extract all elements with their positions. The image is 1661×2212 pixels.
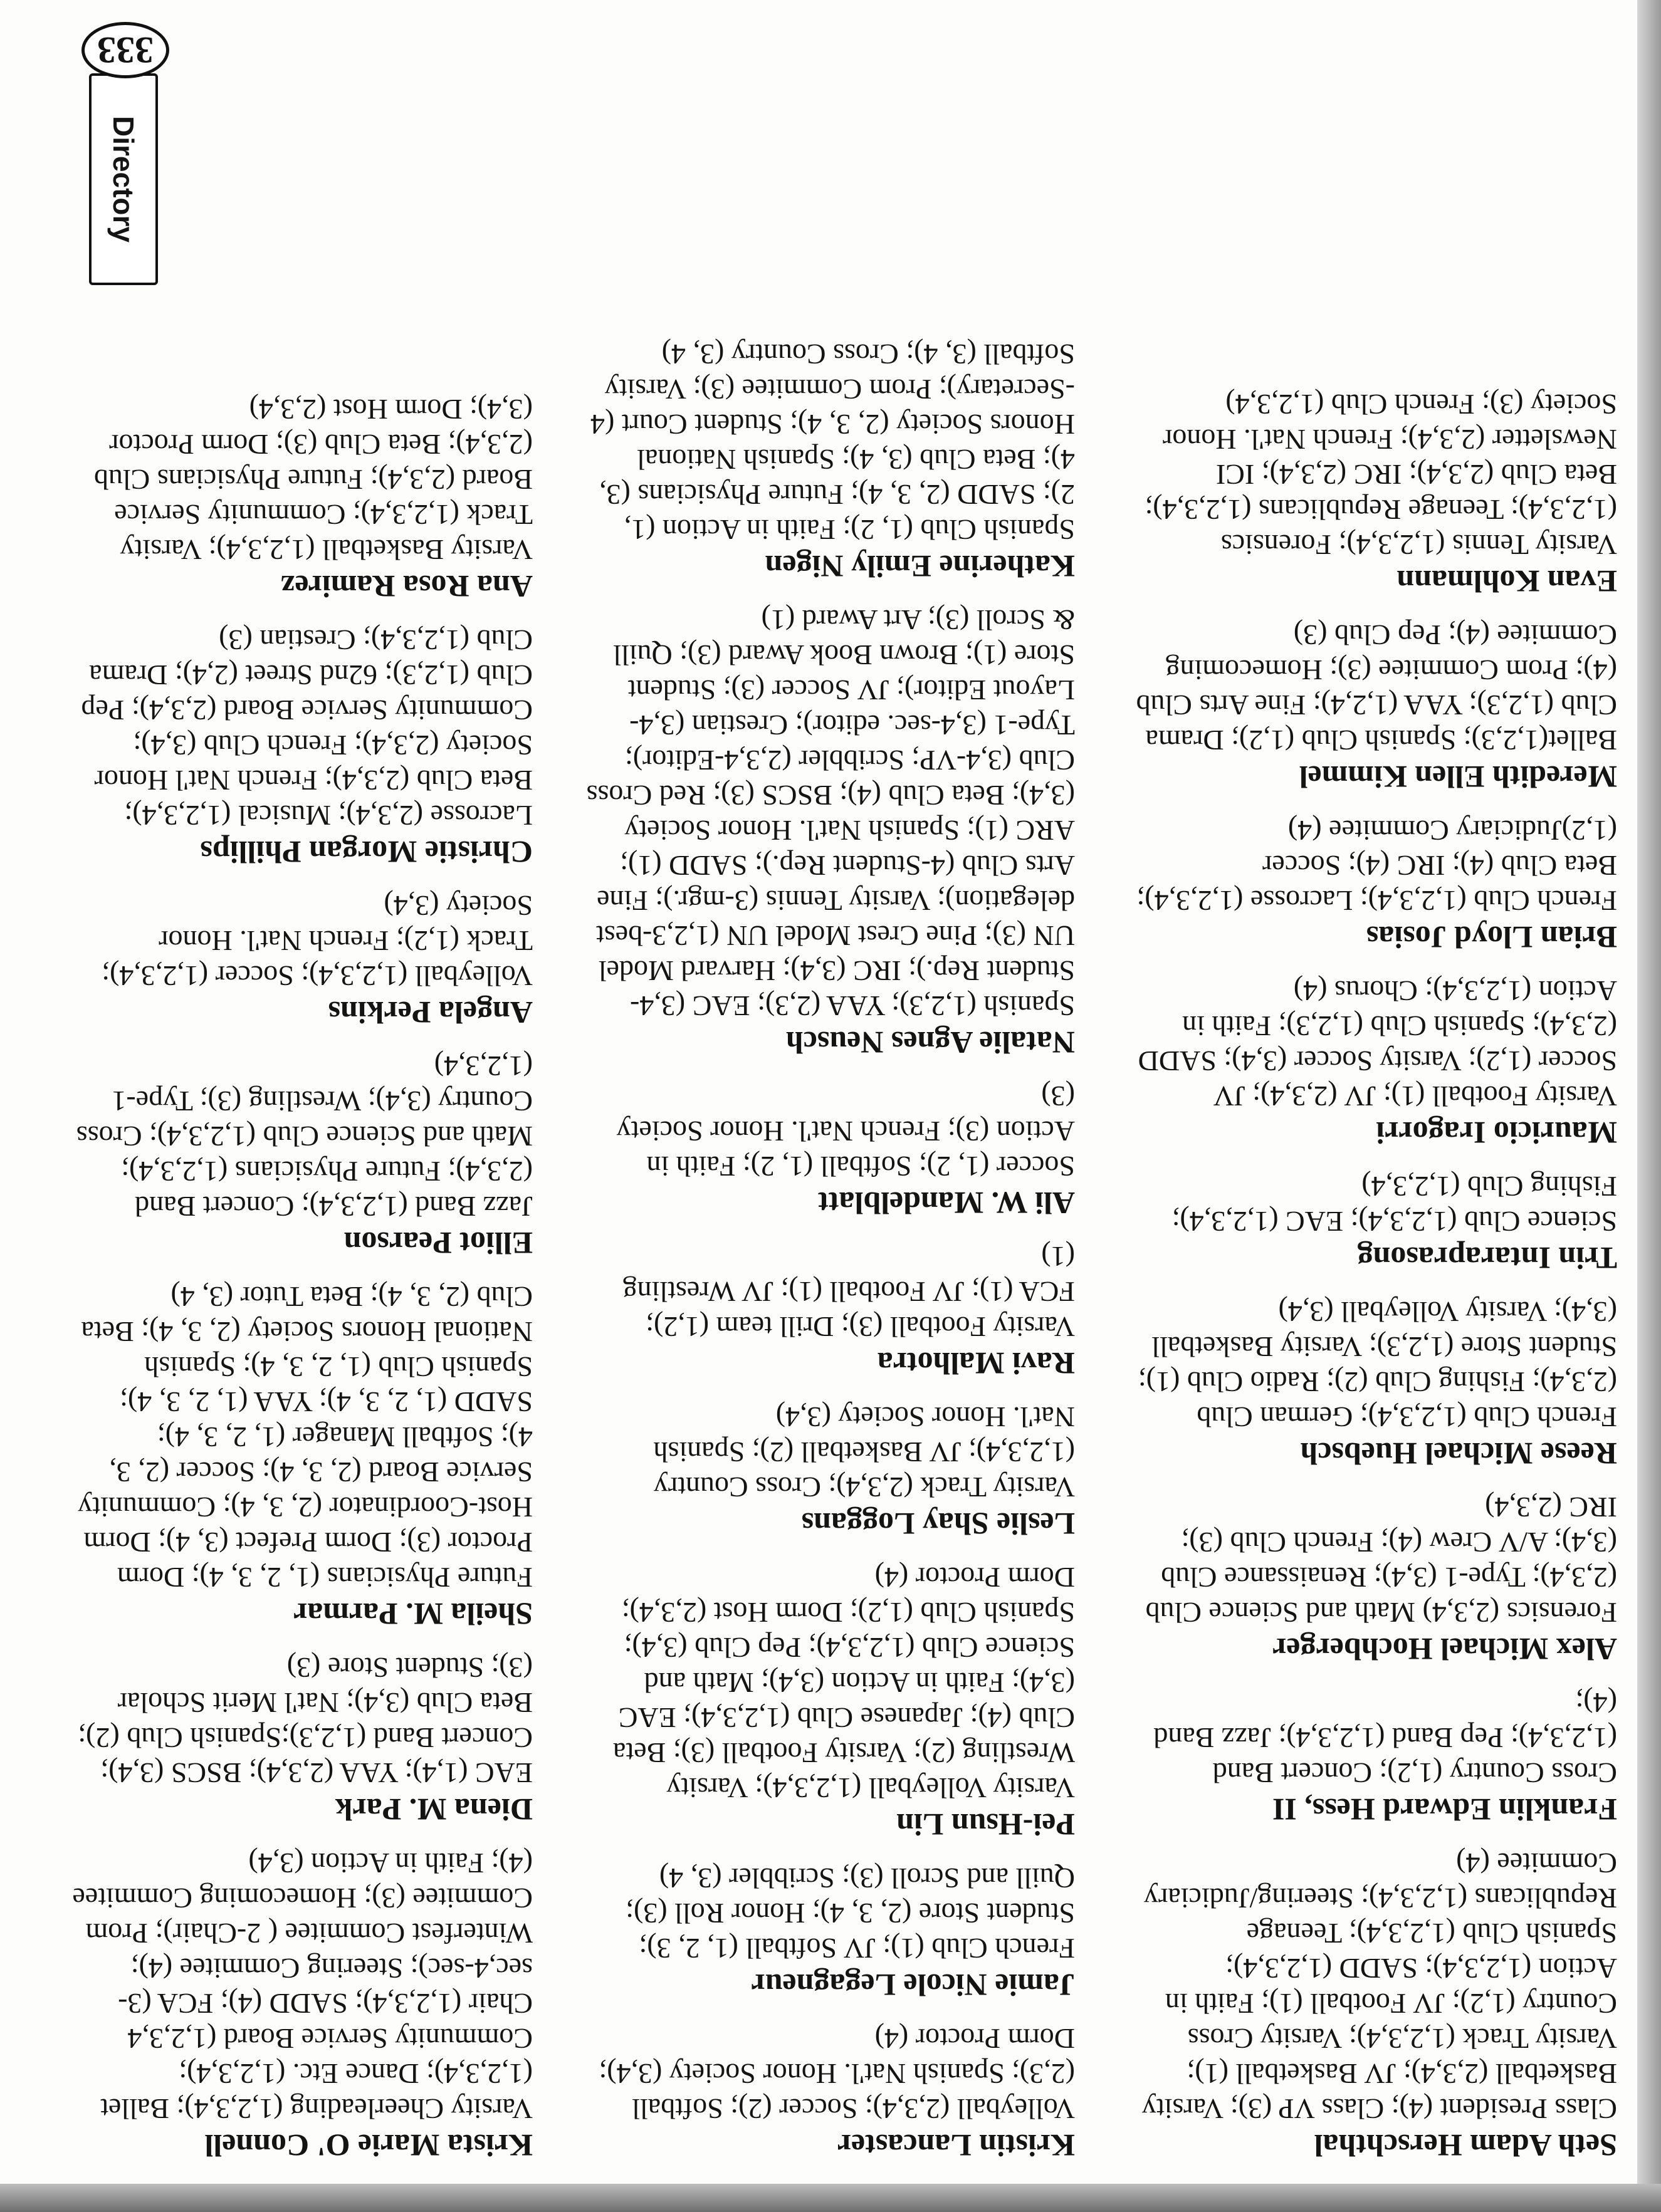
student-entry	[586, 1078, 1075, 1223]
student-entry	[1128, 1294, 1617, 1473]
student-entry	[1128, 813, 1617, 957]
student-entry	[72, 1845, 533, 2165]
student-name: Ravi Malhotra	[877, 1346, 1075, 1381]
student-activities: Cross Country (1,2); Concert Band (1,2,3,4); Pep Band (1,2,3,4); Jazz Band (4);	[1153, 1687, 1617, 1789]
student-entry	[72, 1279, 533, 1634]
directory-column-1	[1128, 34, 1617, 2165]
student-activities: Lacrosse (2,3,4); Musical (1,2,3,4); Beta Club (2,3,4); French Nat'l Honor Society (2,3,4); French Club (3,4); Community Service Board (2,3,4); Pep Club (1,2,3); 62nd Street (2,4); Drama Club (1,2,3,4); Crestian (3)	[81, 624, 533, 832]
student-activities: Spanish (1,2,3); YAA (2,3); EAC (3,4-Student Rep.); IRC (3,4); Harvard Model UN (3); Pine Crest Model UN (1,2,3-best delegation); Varsity Tennis (3-mgr.); Fine Arts Club (4-Student Rep.); SADD (1); ARC (1); Spanish Nat'l. Honor Society (3,4); Beta Club (4); BSCS (3); Red Cross Club (3,4-VP; Scribbler (2,3,4-Editor); Type-1 (3,4-sec. editor); Crestian (3,4-Layout Editor); JV Soccer (3); Student Store (1); Brown Book Award (3); Quill & Scroll (3); Art Award (1)	[586, 604, 1075, 1022]
student-entry	[586, 1560, 1075, 1844]
student-activities: Volleyball (2,3,4); Soccer (2); Softball (2,3); Spanish Nat'l. Honor Society (3,4); Dorm Proctor (4)	[599, 2023, 1075, 2125]
student-name: Evan Kohlmann	[1396, 564, 1617, 599]
student-name: Seth Adam Herschthal	[1314, 2128, 1617, 2163]
student-activities: EAC (1,4); YAA (2,3,4); BSCS (3,4); Concert Band (1,2,3);Spanish Club (2); Beta Club (3,4); Nat'l Merit Scholar (3); Student Store (3)	[78, 1652, 533, 1789]
student-name: Kristin Lancaster	[837, 2128, 1075, 2163]
student-name: Katherine Emily Nigen	[765, 549, 1075, 584]
student-entry	[72, 888, 533, 1032]
student-name: Ana Rosa Ramirez	[281, 569, 533, 604]
student-activities: Varsity Basketball (1,2,3,4); Varsity Track (1,2,3,4); Community Service Board (2,3,4); Future Physicians Club (2,3,4); Beta Club (3); Dorm Proctor (3,4); Dorm Host (2,3,4)	[93, 394, 533, 566]
student-name: Brian Lloyd Josias	[1366, 920, 1617, 955]
student-activities: Volleyball (1,2,3,4); Soccer (1,2,3,4); Track (1,2); French Nat'l. Honor Society (3,4)	[102, 890, 533, 992]
student-activities: French Club (1,2,3,4); German Club (2,3,4); Fishing Club (2); Radio Club (1); Student Store (1,2,3); Varsity Basketball (3,4); Varsity Volleyball (3,4)	[1138, 1296, 1617, 1433]
student-name: Mauricio Iragorri	[1376, 1115, 1617, 1150]
student-entry	[1128, 973, 1617, 1152]
student-name: Sheila M. Parmar	[293, 1597, 533, 1632]
student-name: Elliot Pearson	[343, 1226, 533, 1261]
student-name: Krista Marie O' Connell	[204, 2128, 533, 2163]
student-entry	[72, 622, 533, 872]
student-name: Alex Michael Hochberger	[1272, 1632, 1617, 1667]
student-name: Jamie Nicole Legagneur	[751, 1968, 1075, 2003]
student-name: Angela Perkins	[328, 995, 533, 1030]
student-entry	[1128, 1685, 1617, 1829]
directory-column-3	[72, 34, 533, 2165]
student-activities: Forensics (2,3,4) Math and Science Club (2,3,4); Type-1 (3,4); Renaissance Club (3,4); A/V Crew (4); French Club (3); IRC (2,3,4)	[1145, 1491, 1617, 1629]
page-number: 333	[81, 22, 169, 78]
section-label-box	[89, 73, 158, 285]
directory-column-2	[586, 34, 1075, 2165]
student-activities: French Club (1); JV Softball (1, 2, 3); Student Store (2, 3, 4); Honor Roll (3); Quill and Scroll (3); Scribbler (3, 4)	[626, 1862, 1075, 1964]
student-entry	[1128, 617, 1617, 796]
student-entry	[586, 1239, 1075, 1383]
student-entry	[586, 602, 1075, 1062]
student-entry	[586, 336, 1075, 586]
student-name: Ali W. Mandelblatt	[818, 1186, 1075, 1221]
section-label: Directory	[107, 116, 140, 243]
scan-border-strip	[0, 2184, 1661, 2212]
student-activities: Varsity Football (3); Drill team (1,2); FCA (1); JV Football (1); JV Wrestling (1)	[622, 1241, 1075, 1343]
student-name: Meredith Ellen Kimmel	[1299, 759, 1617, 795]
student-activities: Jazz Band (1,2,3,4); Concert Band (2,3,4); Future Physicians (1,2,3,4); Math and Science Club (1,2,3,4); Cross Country (3,4); Wrestling (3); Type-1 (1,2,3,4)	[76, 1050, 533, 1223]
student-name: Christie Morgan Phillips	[200, 835, 533, 870]
student-activities: French Club (1,2,3,4); Lacrosse (1,2,3,4); Beta Club (4); IRC (4); Soccer (1,2)Judiciary Commitee (4)	[1136, 815, 1617, 917]
student-name: Leslie Shay Loggans	[801, 1506, 1075, 1542]
student-activities: Varsity Football (1); JV (2,3,4); JV Soccer (1,2); Varsity Soccer (3,4); SADD (2,3,4); Spanish Club (1,2,3); Faith in Action (1,2,3,4); Chorus (4)	[1138, 975, 1617, 1112]
student-name: Franklin Edward Hess, II	[1272, 1792, 1617, 1827]
student-entry	[586, 2021, 1075, 2165]
student-entry	[1128, 1169, 1617, 1278]
student-activities: Varsity Cheerleading (1,2,3,4); Ballet (1,2,3,4); Dance Etc. (1,2,3,4); Community Service Board (1,2,3,4 Chair (1,2,3,4); SADD (4); FCA (3-sec,4-sec); Steering Commitee (4); Winterfest Commitee ( 2-Chair); Prom Commitee (3); Homecoming Commitee (4); Faith in Action (3,4)	[72, 1847, 533, 2125]
student-activities: Varsity Track (2,3,4); Cross Country (1,2,3,4); JV Basketball (2); Spanish Nat'l. Honor Society (3,4)	[653, 1401, 1075, 1503]
student-name: Pei-Hsun Lin	[896, 1807, 1075, 1842]
student-entry	[586, 1860, 1075, 2005]
student-entry	[586, 1399, 1075, 1543]
student-activities: Soccer (1, 2); Softball (1, 2); Faith in Action (3); French Nat'l. Honor Society (3)	[616, 1080, 1075, 1182]
student-name: Diena M. Park	[335, 1792, 533, 1827]
student-name: Reese Michael Huebsch	[1300, 1436, 1617, 1471]
student-activities: Ballet(1,2,3); Spanish Club (1,2); Drama Club (1,2,3); YAA (1,2,4); Fine Arts Club (4); Prom Commitee (3); Homecoming Commitee (4); Pep Club (3)	[1136, 619, 1617, 756]
student-entry	[1128, 387, 1617, 601]
student-activities: Science Club (1,2,3,4); EAC (1,2,3,4); Fishing Club (1,2,3,4)	[1171, 1171, 1617, 1238]
page-binding-edge	[1637, 0, 1661, 2212]
student-entry	[72, 1650, 533, 1829]
student-entry	[1128, 1845, 1617, 2165]
student-name: Natalie Agnes Neusch	[785, 1025, 1075, 1060]
student-activities: Class President (4); Class VP (3); Varsity Basketball (2,3,4); JV Basketball (1); Varsity Track (1,2,3,4); Varsity Cross Country (1,2); JV Football (1); Faith in Action (1,2,3,4); SADD (1,2,3,4); Spanish Club (1,2,3,4); Teenage Republicans (1,2,3,4); Steering/Judiciary Commitee (4)	[1141, 1847, 1617, 2125]
student-entry	[72, 1048, 533, 1263]
student-activities: Future Physicians (1, 2, 3, 4); Dorm Proctor (3); Dorm Prefect (3, 4); Dorm Host-Coordinator (2, 3, 4); Community Service Board (2, 3, 4); Soccer (2, 3, 4); Softball Manager (1, 2, 3, 4); SADD (1, 2, 3, 4); YAA (1, 2, 3, 4); Spanish Club (1, 2, 3, 4); Spanish National Honors Society (2, 3, 4); Beta Club (2, 3, 4); Beta Tutor (3, 4)	[78, 1281, 533, 1594]
student-name: Trin Intaraprasong	[1357, 1241, 1617, 1276]
student-activities: Varsity Tennis (1,2,3,4); Forensics (1,2,3,4); Teenage Republicans (1,2,3,4); Beta Club (2,3,4); IRC (2,3,4); ICI Newsletter (2,3,4); French Nat'l. Honor Society (3); French Club (1,2,3,4)	[1145, 389, 1617, 561]
student-entry	[72, 392, 533, 606]
student-activities: Varsity Volleyball (1,2,3,4); Varsity Wrestling (2); Varsity Football (3); Beta Club (4); Japanese Club (1,2,3,4); EAC (3,4); Faith in Action (3,4); Math and Science Club (1,2,3,4); Pep Club (3,4); Spanish Club (1,2); Dorm Host (2,3,4); Dorm Proctor (4)	[612, 1562, 1075, 1804]
page-header-tab	[75, 22, 213, 285]
student-entry	[1128, 1489, 1617, 1669]
student-activities: Spanish Club (1, 2); Faith in Action (1, 2); SADD (2, 3, 4); Future Physicians (3, 4); Beta Club (3, 4); Spanish National Honors Society (2, 3, 4); Student Court (4 -Secretary); Prom Commitee (3); Varsity Softball (3, 4); Cross Country (3, 4)	[590, 338, 1075, 546]
